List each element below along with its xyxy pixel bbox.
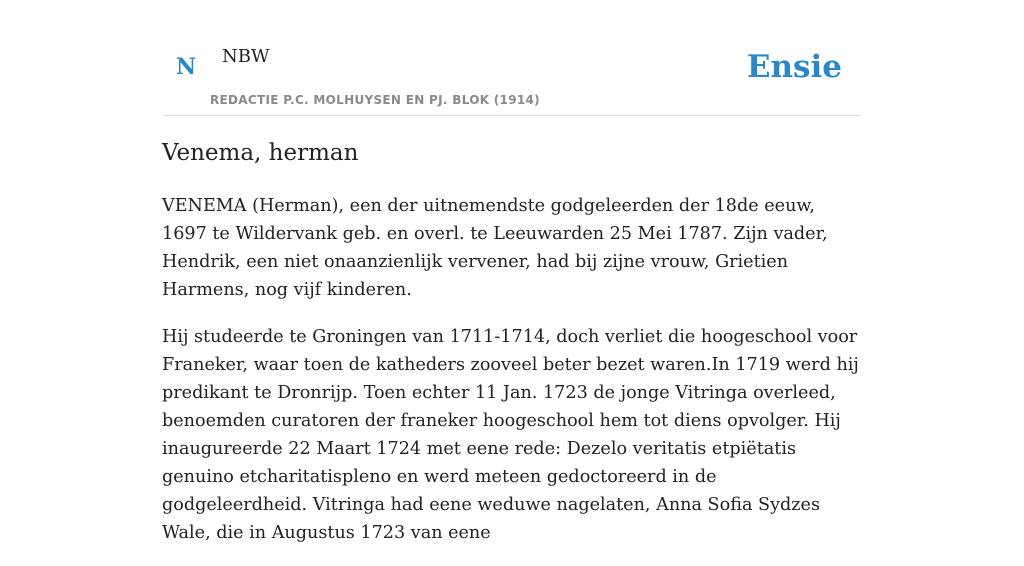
source-logo-icon[interactable]: N xyxy=(176,54,197,80)
article-paragraph-2: Hij studeerde te Groningen van 1711-1714, doch verliet die hoogeschool voor Franeker, waar toen de katheders zooveel beter bezet waren.In 1719 werd hij predikant te Dronrijp. Toen echter 11 Jan. 1723 de jonge Vitringa overleed, benoemden curatoren der franeker hoogeschool hem tot diens opvolger. Hij inaugureerde 22 Maart 1724 met eene rede: Dezelo veritatis etpiëtatis genuino etcharitatispleno en werd meteen gedoctoreerd in de godgeleerdheid. Vitringa had eene weduwe nagelaten, Anna Sofia Sydzes Wale, die in Augustus 1723 van eene xyxy=(162,327,859,543)
source-header xyxy=(162,0,862,116)
article-body xyxy=(162,192,862,566)
source-subtitle: REDACTIE P.C. MOLHUYSEN EN PJ. BLOK (1914) xyxy=(210,93,540,107)
source-name-link[interactable]: NBW xyxy=(222,46,270,67)
article-title: Venema, herman xyxy=(162,140,359,166)
brand-logo-link[interactable]: Ensie xyxy=(746,49,842,85)
article-paragraph-1: VENEMA (Herman), een der uitnemendste godgeleerden der 18de eeuw, 1697 te Wildervank geb. en overl. te Leeuwarden 25 Mei 1787. Zijn vader, Hendrik, een niet onaanzienlijk vervener, had bij zijne vrouw, Grietien Harmens, nog vijf kinderen. xyxy=(162,196,828,300)
page xyxy=(162,0,862,543)
